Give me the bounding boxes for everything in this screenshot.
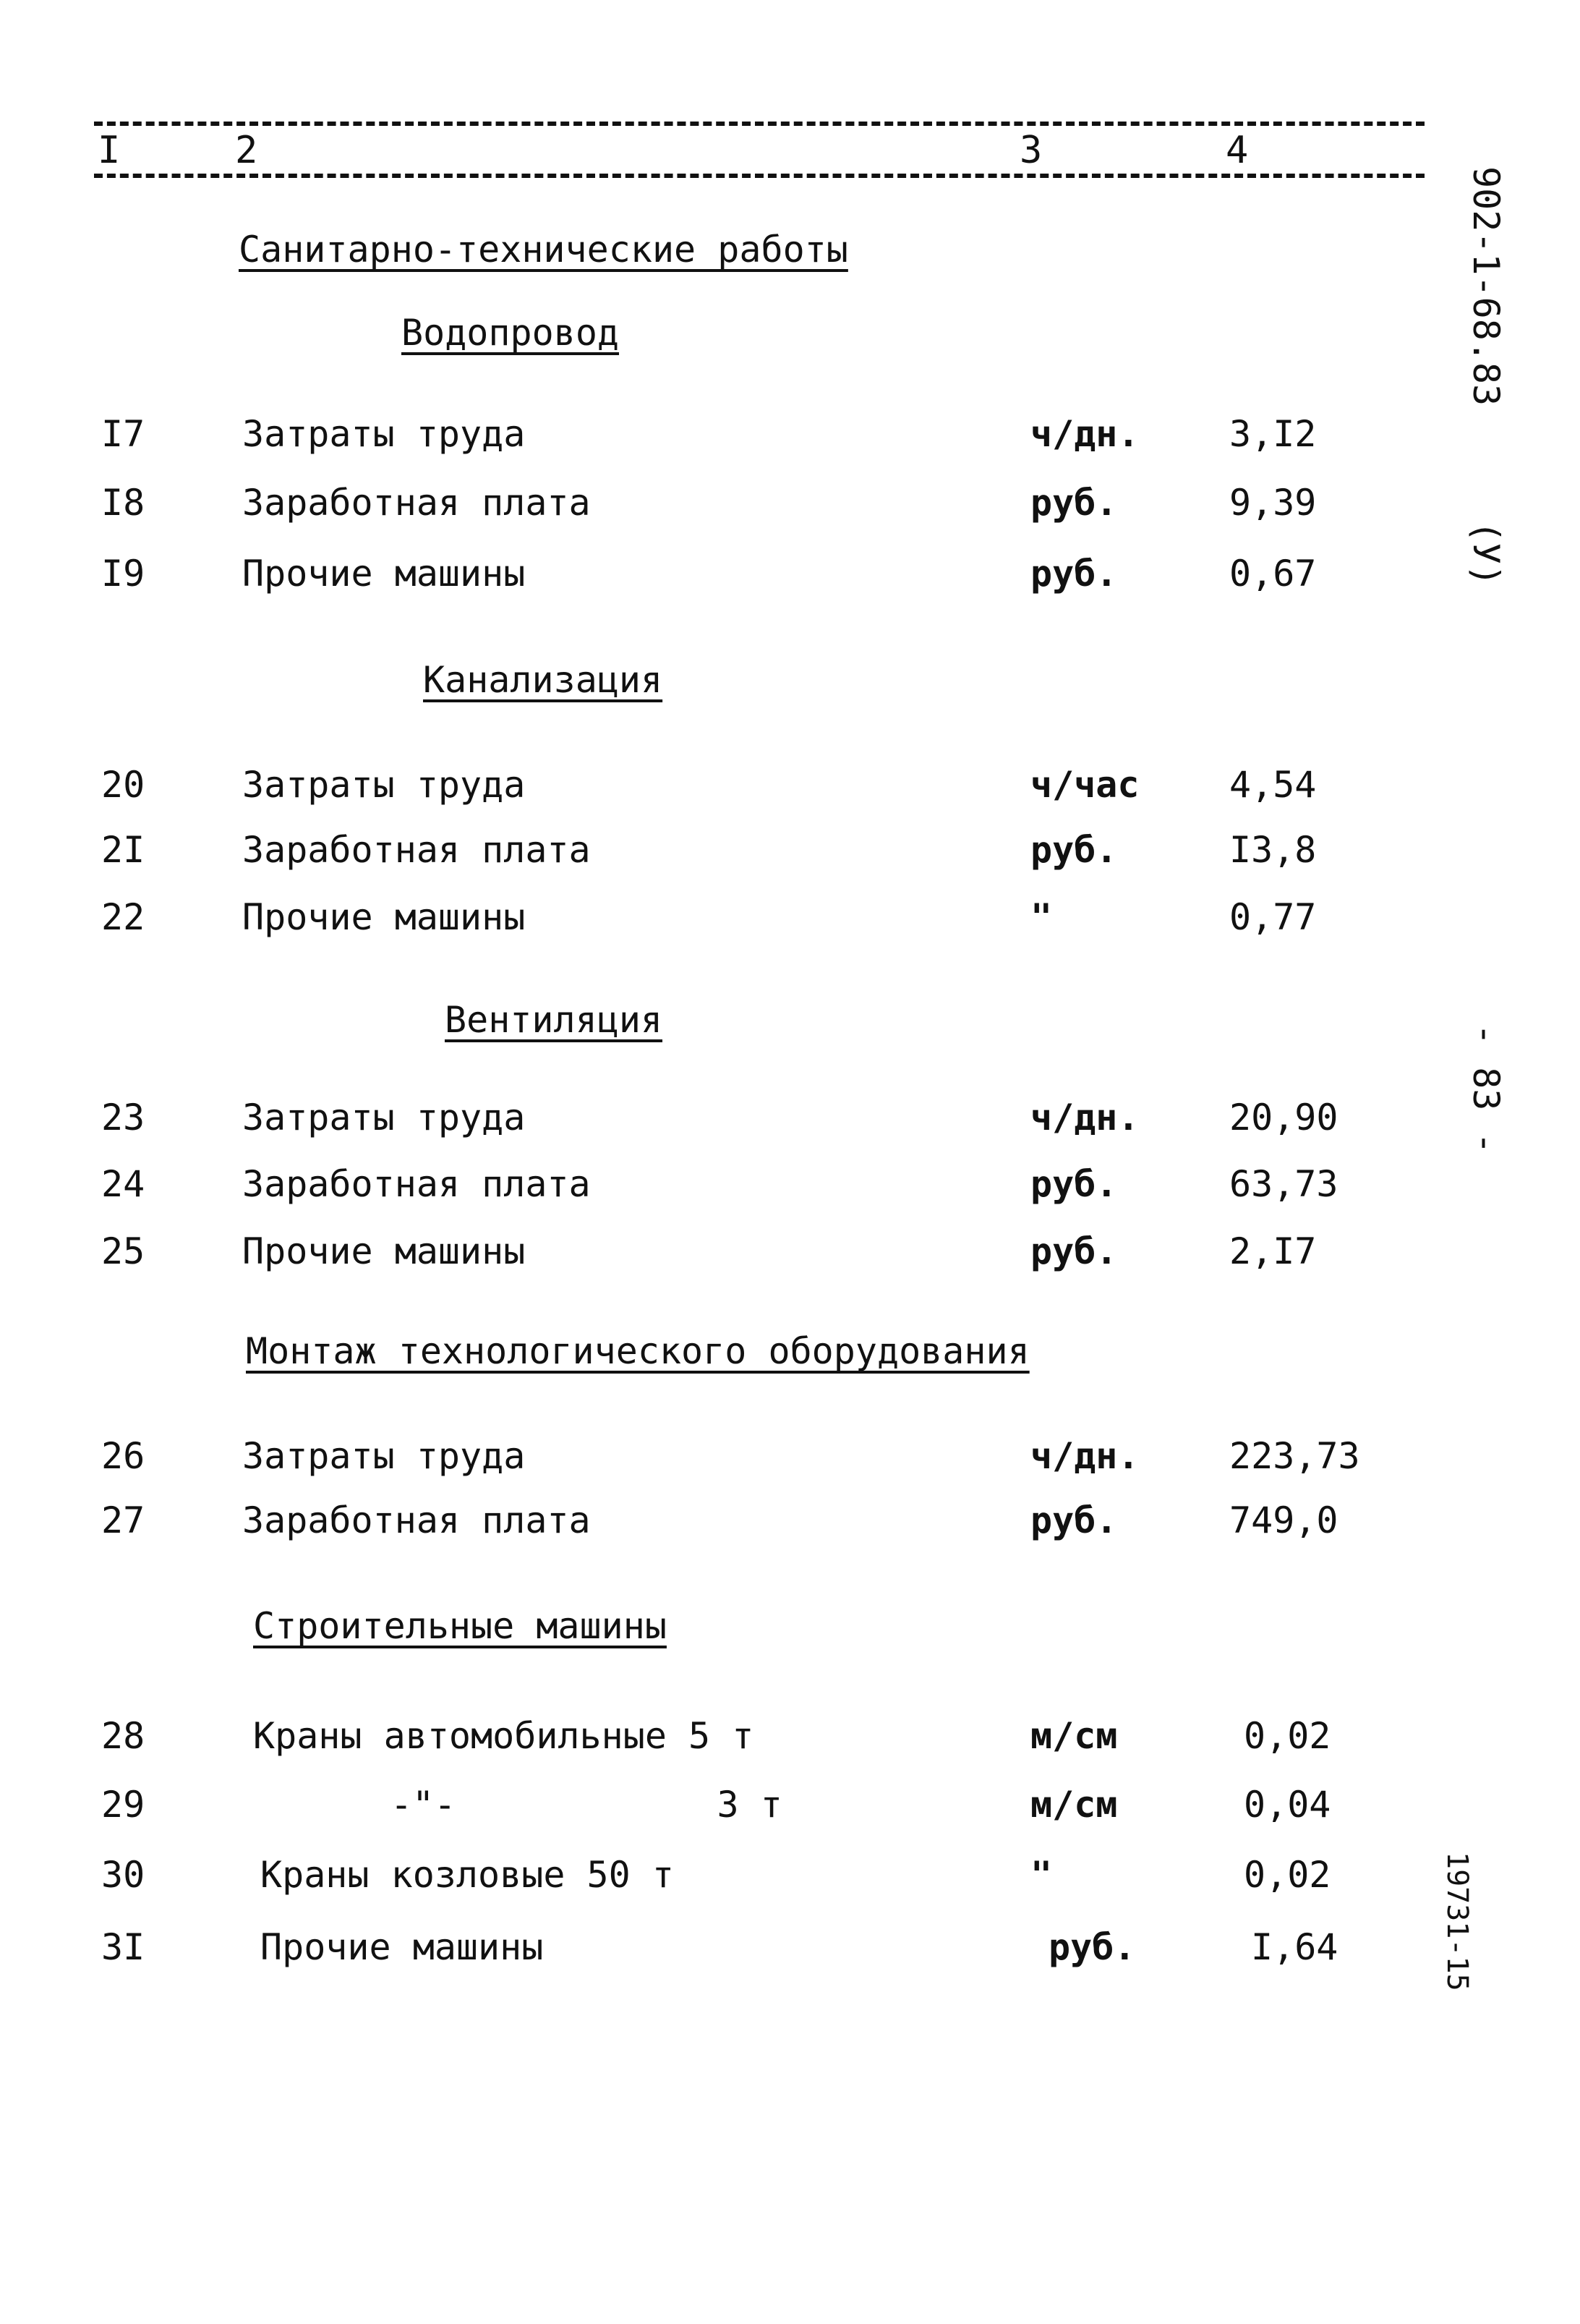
margin-page-number: - 83 - — [1465, 1023, 1507, 1154]
row-number: 29 — [101, 1784, 145, 1826]
table-row — [0, 1925, 1446, 1976]
row-name: Затраты труда — [242, 764, 526, 806]
row-unit: руб. — [1030, 1499, 1118, 1541]
row-unit: руб. — [1030, 829, 1118, 871]
section-title-equipment-installation: Монтаж технологического оборудования — [246, 1330, 1030, 1372]
row-number: 27 — [101, 1499, 145, 1541]
table-row — [0, 1096, 1446, 1146]
table-row — [0, 412, 1446, 463]
row-value: I3,8 — [1229, 829, 1317, 871]
row-number: 26 — [101, 1435, 145, 1477]
row-value: 20,90 — [1229, 1097, 1338, 1138]
row-name: Затраты труда — [242, 1435, 526, 1477]
row-name: Заработная плата — [242, 482, 591, 524]
row-name: Краны автомобильные 5 т — [253, 1715, 754, 1757]
row-unit: ч/дн. — [1030, 1097, 1140, 1138]
row-value: 0,02 — [1244, 1854, 1331, 1896]
margin-stamp: 19731-15 — [1440, 1852, 1474, 1991]
row-unit: руб. — [1030, 553, 1118, 595]
section-title-ventilation: Вентиляция — [445, 999, 663, 1041]
section-title-construction-machines: Строительные машины — [253, 1605, 667, 1647]
row-value: 0,04 — [1244, 1784, 1331, 1826]
column-head-2: 2 — [235, 129, 258, 172]
row-value: 63,73 — [1229, 1163, 1338, 1205]
row-value: 2,I7 — [1229, 1230, 1317, 1272]
table-row — [0, 1499, 1446, 1549]
header-bottom-rule — [94, 174, 1425, 178]
row-value: I,64 — [1251, 1926, 1338, 1968]
row-name: Краны козловые 50 т — [260, 1854, 674, 1896]
row-number: 30 — [101, 1854, 145, 1896]
row-number: I8 — [101, 482, 145, 524]
table-row — [0, 552, 1446, 603]
row-number: 3I — [101, 1926, 145, 1968]
row-unit: руб. — [1030, 1163, 1118, 1205]
row-unit: ч/дн. — [1030, 1435, 1140, 1477]
row-unit: м/см — [1030, 1784, 1118, 1826]
row-value: 9,39 — [1229, 482, 1317, 524]
row-name: Затраты труда — [242, 1097, 526, 1138]
margin-document-code: 902-1-68.83 — [1465, 166, 1507, 407]
table-row — [0, 763, 1446, 814]
row-value: 223,73 — [1229, 1435, 1360, 1477]
row-name: -"- 3 т — [390, 1784, 782, 1826]
section-title-sewerage: Канализация — [423, 659, 663, 701]
table-row — [0, 1714, 1446, 1765]
row-name: Прочие машины — [242, 1230, 526, 1272]
row-unit: м/см — [1030, 1715, 1118, 1757]
row-value: 0,02 — [1244, 1715, 1331, 1757]
table-row — [0, 1162, 1446, 1213]
table-row — [0, 1783, 1446, 1834]
row-value: 0,67 — [1229, 553, 1317, 595]
row-unit: " — [1030, 896, 1053, 938]
row-name: Прочие машины — [242, 896, 526, 938]
row-number: 24 — [101, 1163, 145, 1205]
table-row — [0, 1853, 1446, 1904]
row-unit: руб. — [1049, 1926, 1136, 1968]
section-title-water-supply: Водопровод — [401, 312, 620, 354]
row-name: Заработная плата — [242, 829, 591, 871]
row-name: Прочие машины — [260, 1926, 544, 1968]
row-unit: " — [1030, 1854, 1053, 1896]
row-unit: руб. — [1030, 482, 1118, 524]
row-unit: ч/час — [1030, 764, 1140, 806]
table-row — [0, 828, 1446, 879]
row-value: 0,77 — [1229, 896, 1317, 938]
row-number: 22 — [101, 896, 145, 938]
margin-mark: (У) — [1465, 521, 1507, 587]
row-number: I9 — [101, 553, 145, 595]
header-top-rule — [94, 122, 1425, 126]
row-number: 2I — [101, 829, 145, 871]
table-row — [0, 895, 1446, 946]
row-unit: руб. — [1030, 1230, 1118, 1272]
row-unit: ч/дн. — [1030, 413, 1140, 455]
row-name: Прочие машины — [242, 553, 526, 595]
row-number: I7 — [101, 413, 145, 455]
row-number: 20 — [101, 764, 145, 806]
column-head-1: I — [98, 129, 121, 172]
row-number: 28 — [101, 1715, 145, 1757]
table-row — [0, 1434, 1446, 1485]
row-number: 25 — [101, 1230, 145, 1272]
row-value: 3,I2 — [1229, 413, 1317, 455]
table-row — [0, 1230, 1446, 1280]
row-value: 749,0 — [1229, 1499, 1338, 1541]
row-number: 23 — [101, 1097, 145, 1138]
row-name: Заработная плата — [242, 1163, 591, 1205]
row-value: 4,54 — [1229, 764, 1317, 806]
column-head-3: 3 — [1020, 129, 1043, 172]
row-name: Заработная плата — [242, 1499, 591, 1541]
row-name: Затраты труда — [242, 413, 526, 455]
table-row — [0, 481, 1446, 532]
section-title-sanitary: Санитарно-технические работы — [239, 229, 848, 271]
column-head-4: 4 — [1226, 129, 1249, 172]
